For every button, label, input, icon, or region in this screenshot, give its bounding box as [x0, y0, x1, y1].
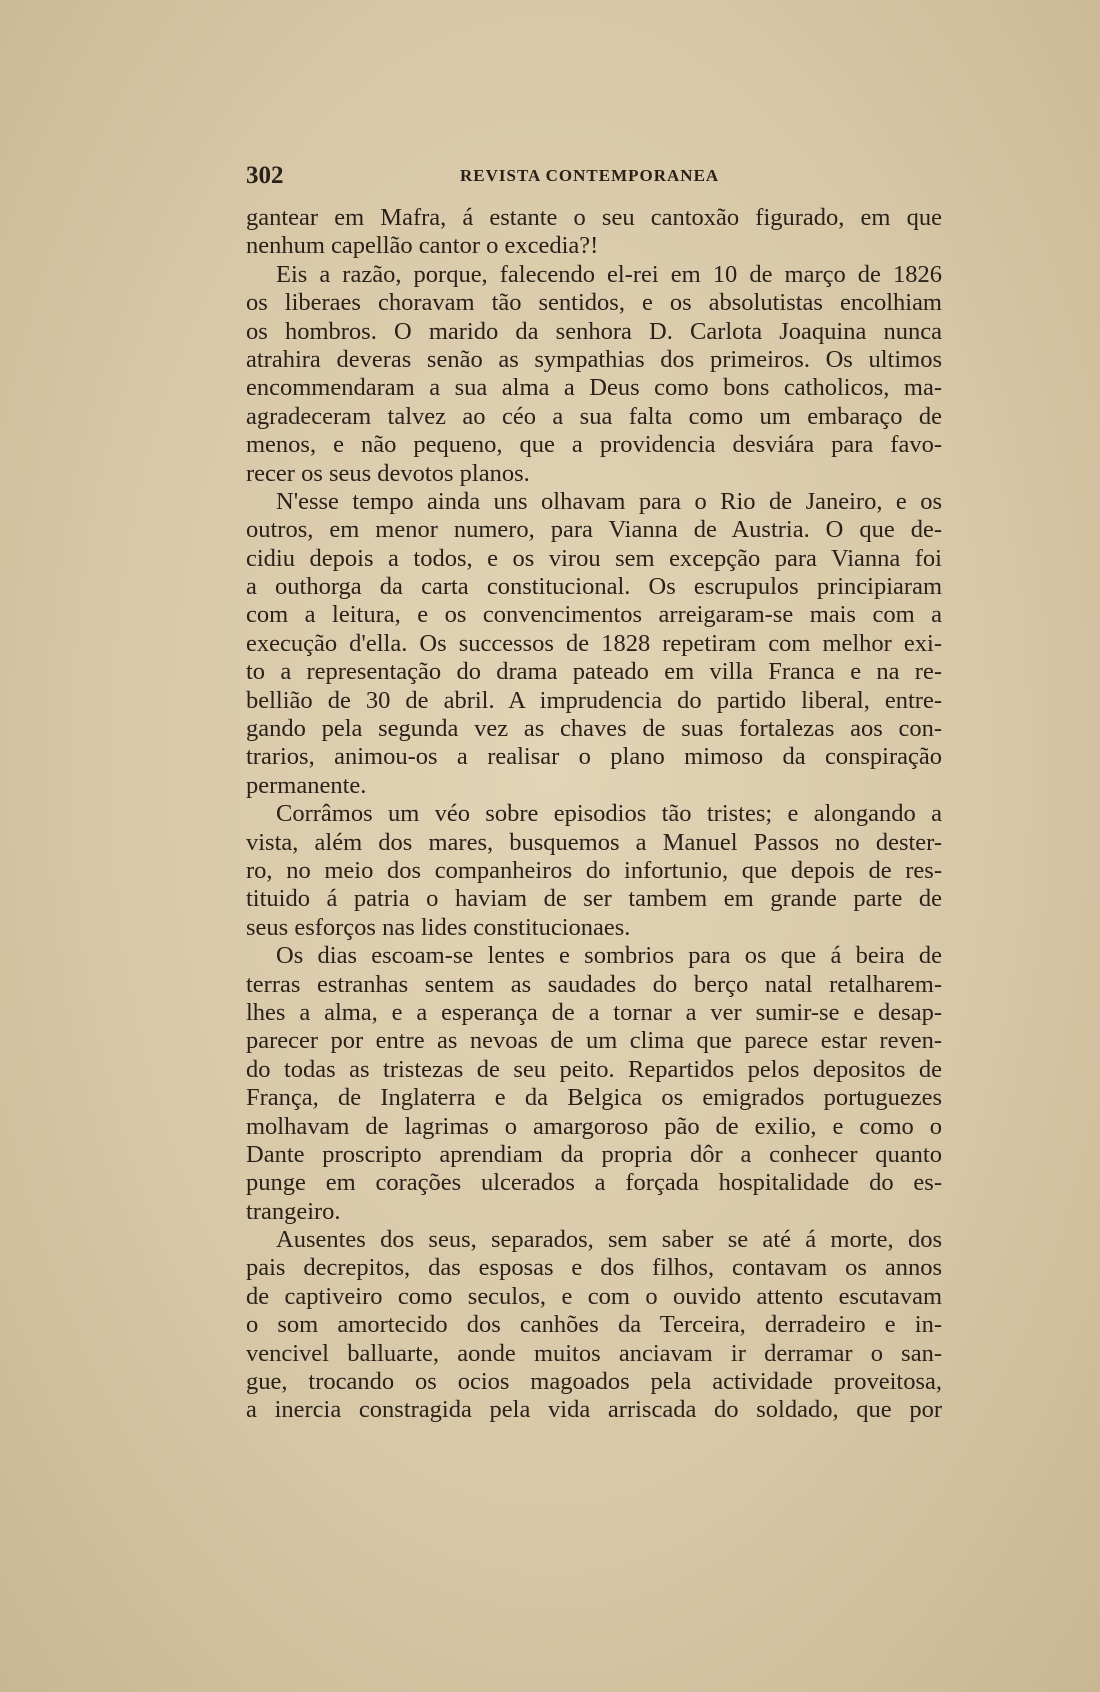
- text-line: agradeceram talvez ao céo a sua falta como um embaraço de: [246, 402, 942, 430]
- text-line: gando pela segunda vez as chaves de suas fortalezas aos con-: [246, 715, 942, 743]
- text-line: punge em corações ulcerados a forçada hospitalidade do es-: [246, 1169, 942, 1197]
- text-line: lhes a alma, e a esperança de a tornar a ver sumir-se e desap-: [246, 998, 942, 1026]
- text-line: terras estranhas sentem as saudades do berço natal retalharem-: [246, 970, 942, 998]
- text-line: encommendaram a sua alma a Deus como bons catholicos, ma-: [246, 374, 942, 402]
- text-line: permanente.: [246, 771, 367, 799]
- text-line: França, de Inglaterra e da Belgica os emigrados portuguezes: [246, 1084, 942, 1112]
- body-text: [246, 204, 942, 1425]
- text-line: seus esforços nas lides constitucionaes.: [246, 913, 631, 941]
- text-line: os liberaes choravam tão sentidos, e os absolutistas encolhiam: [246, 289, 942, 317]
- text-line: outros, em menor numero, para Vianna de Austria. O que de-: [246, 516, 942, 544]
- page-header: [246, 162, 942, 196]
- text-line: Eis a razão, porque, falecendo el-rei em 10 de março de 1826: [276, 260, 942, 288]
- text-line: ro, no meio dos companheiros do infortunio, que depois de res-: [246, 856, 942, 884]
- running-title: REVISTA CONTEMPORANEA: [460, 166, 720, 185]
- text-line: o som amortecido dos canhões da Terceira, derradeiro e in-: [246, 1311, 942, 1339]
- text-line: de captiveiro como seculos, e com o ouvido attento escutavam: [246, 1282, 942, 1310]
- text-line: Ausentes dos seus, separados, sem saber se até á morte, dos: [276, 1226, 942, 1254]
- text-line: menos, e não pequeno, que a providencia desviára para favo-: [246, 431, 942, 459]
- text-line: vencivel balluarte, aonde muitos anciavam ir derramar o san-: [246, 1339, 942, 1367]
- text-line: tituido á patria o haviam de ser tambem em grande parte de: [246, 885, 942, 913]
- text-line: parecer por entre as nevoas de um clima que parece estar reven-: [246, 1027, 942, 1055]
- text-line: to a representação do drama pateado em villa Franca e na re-: [246, 658, 942, 686]
- text-line: execução d'ella. Os successos de 1828 repetiram com melhor exi-: [246, 629, 942, 657]
- text-line: gue, trocando os ocios magoados pela actividade proveitosa,: [246, 1368, 942, 1396]
- text-line: N'esse tempo ainda uns olhavam para o Rio de Janeiro, e os: [276, 487, 942, 515]
- text-line: trangeiro.: [246, 1197, 341, 1225]
- text-line: nenhum capellão cantor o excedia?!: [246, 232, 599, 260]
- text-line: Os dias escoam-se lentes e sombrios para os que á beira de: [276, 942, 942, 970]
- text-line: atrahira deveras senão as sympathias dos primeiros. Os ultimos: [246, 345, 942, 373]
- text-line: pais decrepitos, das esposas e dos filhos, contavam os annos: [246, 1254, 942, 1282]
- text-line: Corrâmos um véo sobre episodios tão tristes; e alongando a: [276, 800, 942, 828]
- text-line: a inercia constragida pela vida arriscada do soldado, que por: [246, 1396, 942, 1424]
- text-line: a outhorga da carta constitucional. Os escrupulos principiaram: [246, 573, 942, 601]
- text-line: vista, além dos mares, busquemos a Manuel Passos no dester-: [246, 828, 942, 856]
- text-line: cidiu depois a todos, e os virou sem excepção para Vianna foi: [246, 544, 942, 572]
- text-line: trarios, animou-os a realisar o plano mimoso da conspiração: [246, 743, 942, 771]
- text-line: Dante proscripto aprendiam da propria dôr a conhecer quanto: [246, 1140, 942, 1168]
- text-line: bellião de 30 de abril. A imprudencia do partido liberal, entre-: [246, 686, 942, 714]
- text-line: recer os seus devotos planos.: [246, 459, 530, 487]
- page-number: 302: [246, 162, 284, 189]
- text-line: os hombros. O marido da senhora D. Carlota Joaquina nunca: [246, 317, 942, 345]
- text-line: molhavam de lagrimas o amargoroso pão de exilio, e como o: [246, 1112, 942, 1140]
- text-line: do todas as tristezas de seu peito. Repartidos pelos depositos de: [246, 1055, 942, 1083]
- text-line: com a leitura, e os convencimentos arreigaram-se mais com a: [246, 601, 942, 629]
- text-line: gantear em Mafra, á estante o seu cantoxão figurado, em que: [246, 204, 942, 231]
